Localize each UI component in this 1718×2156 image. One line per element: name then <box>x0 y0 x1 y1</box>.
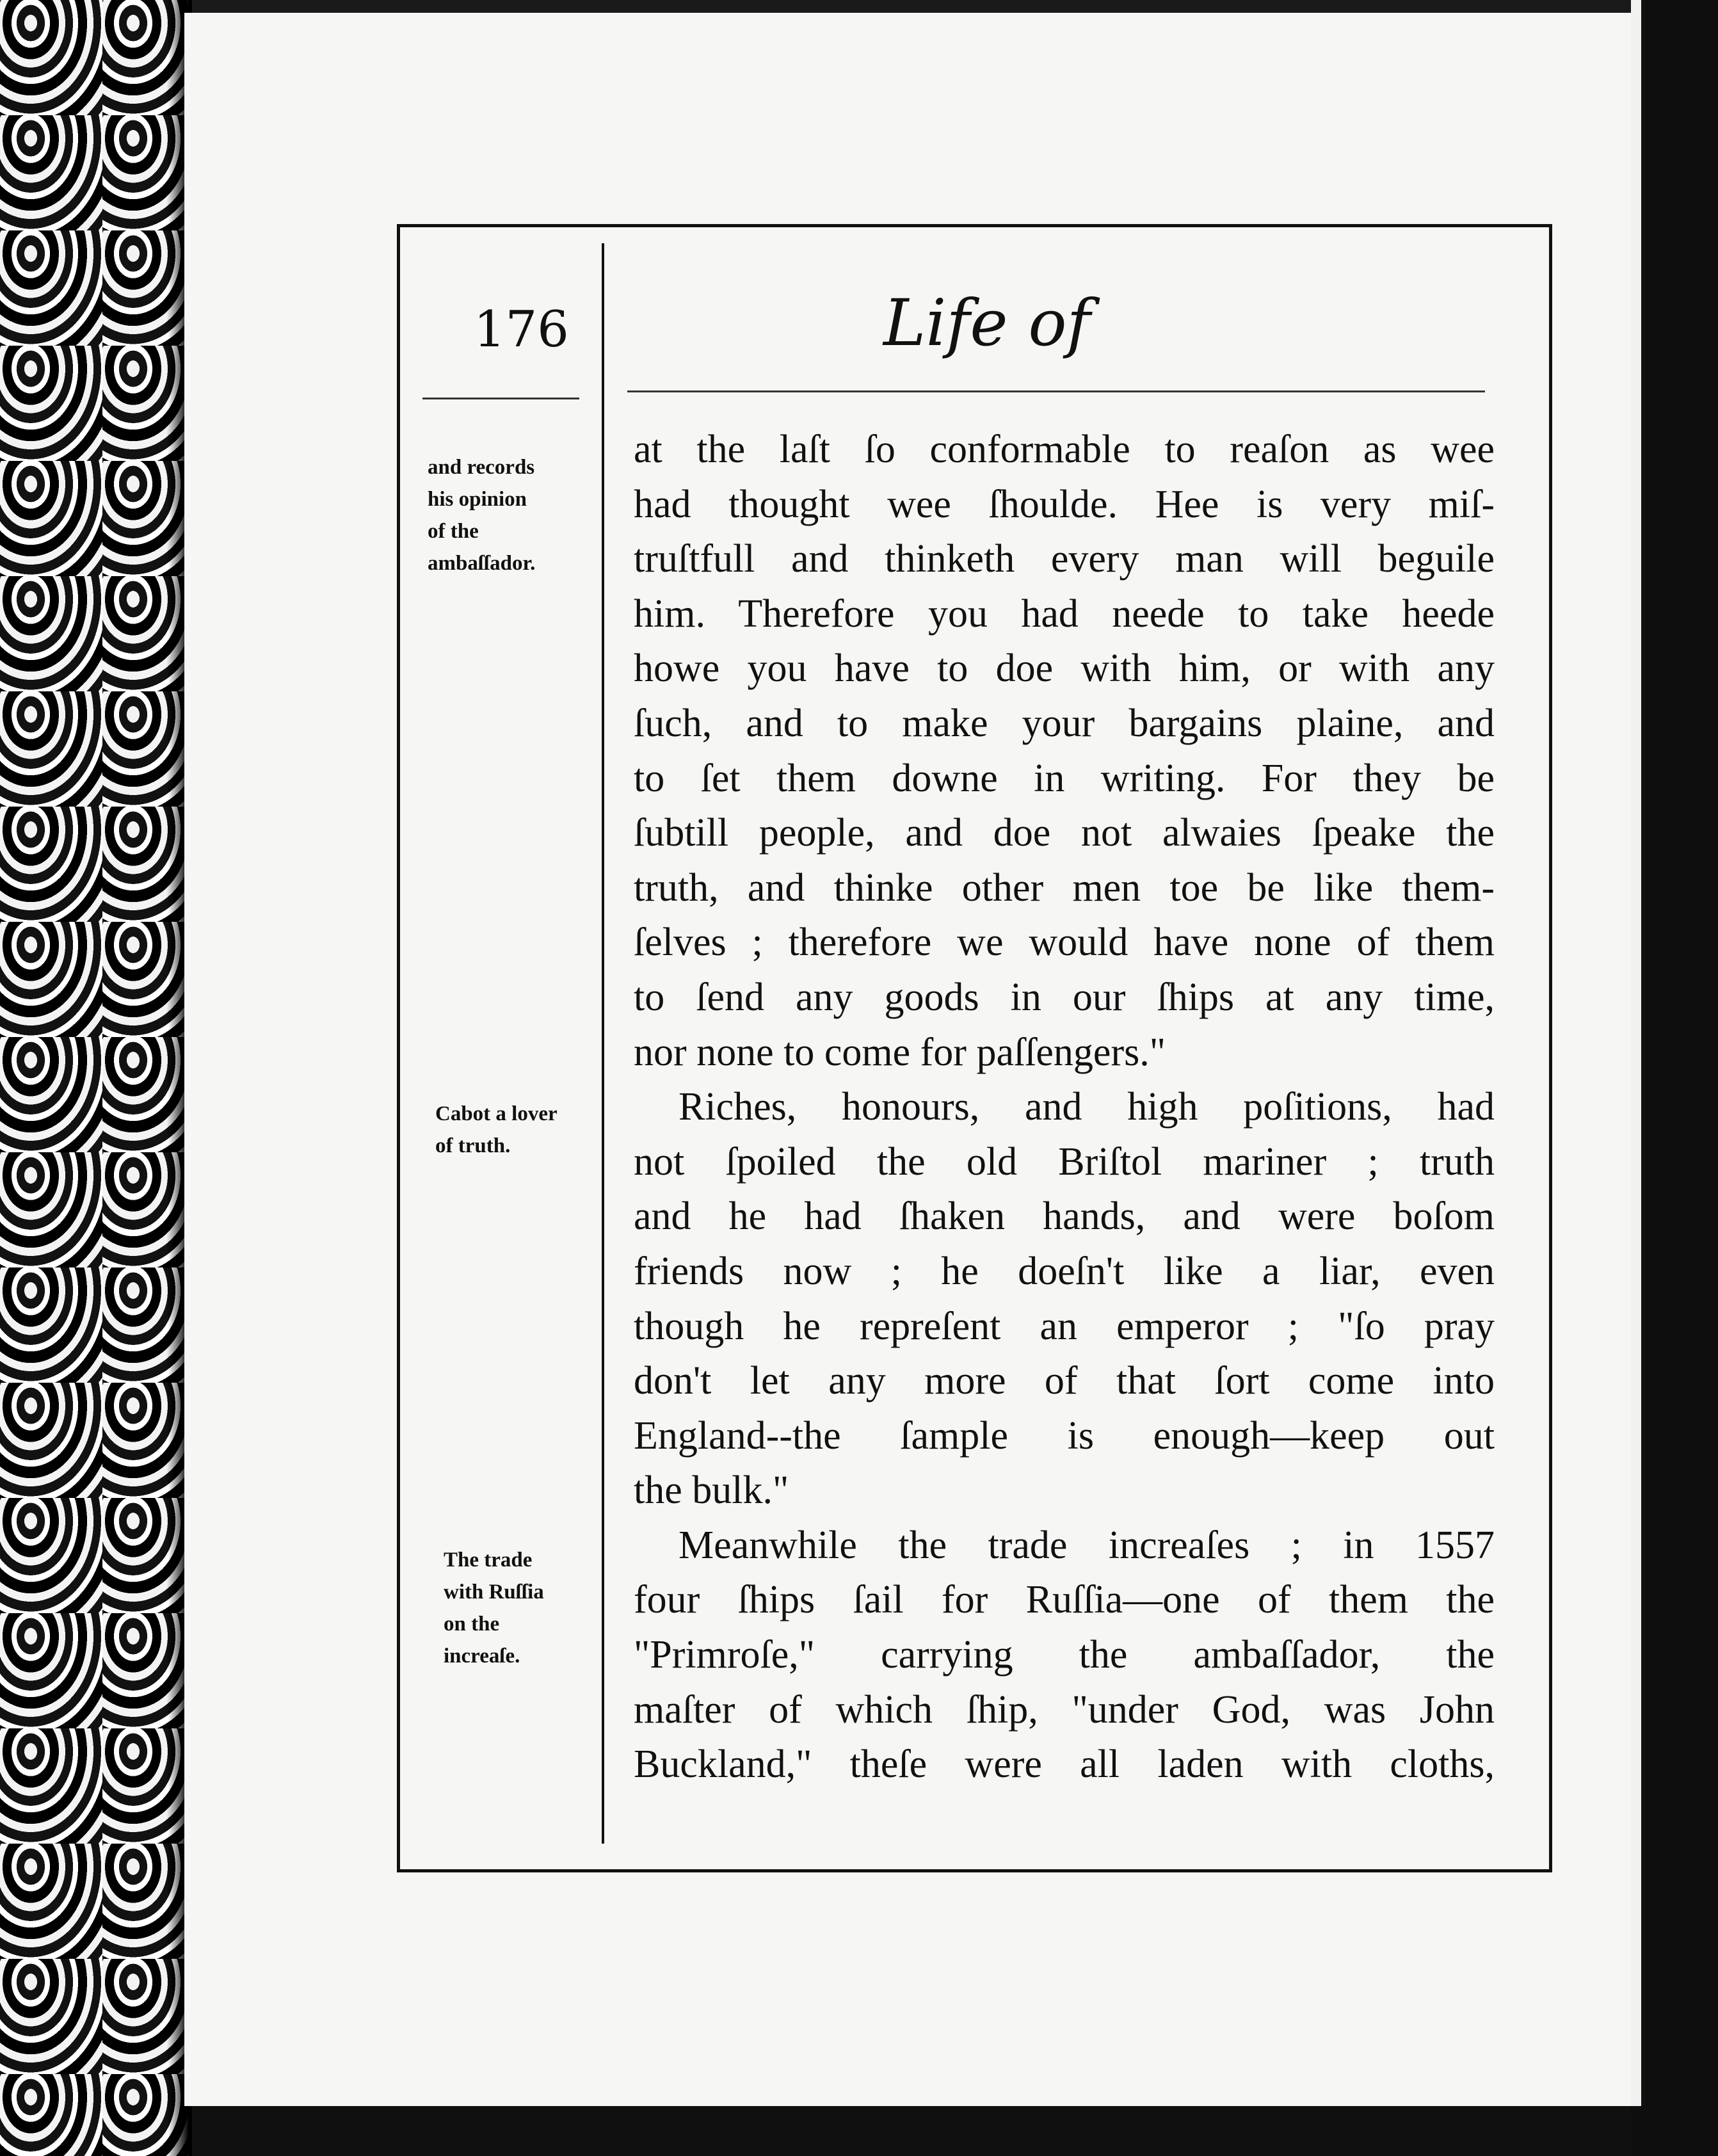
text-line: him. Therefore you had neede to take heede <box>634 591 1495 636</box>
text-line: four ſhips ſail for Ruſſia—one of them the <box>634 1578 1495 1622</box>
margin-note-line: on the <box>444 1613 500 1636</box>
text-line: truth, and thinke other men toe be like them- <box>634 865 1495 910</box>
text-line: maſter of which ſhip, "under God, was John <box>634 1687 1495 1732</box>
text-line: to ſet them downe in writing. For they be <box>634 756 1495 800</box>
text-line: ſubtill people, and doe not alwaies ſpeake the <box>634 811 1495 855</box>
text-line: "Primroſe," carrying the ambaſſador, the <box>634 1633 1495 1677</box>
margin-note-3 <box>444 1544 610 1672</box>
body-text <box>634 422 1495 1792</box>
text-line: nor none to come for paſſengers." <box>634 1030 1166 1074</box>
margin-note-1 <box>428 451 594 579</box>
text-line: don't let any more of that ſort come into <box>634 1359 1495 1403</box>
text-line: to ſend any goods in our ſhips at any time, <box>634 975 1495 1019</box>
page-bottom-edge <box>192 2106 1631 2156</box>
text-line: Meanwhile the trade increaſes ; in 1557 <box>678 1523 1495 1567</box>
margin-note-line: and records <box>428 456 535 479</box>
text-line: howe you have to doe with him, or with any <box>634 647 1495 691</box>
text-line: Buckland," theſe were all laden with cloths, <box>634 1742 1495 1787</box>
margin-note-line: The trade <box>444 1549 533 1572</box>
text-line: the bulk." <box>634 1468 789 1513</box>
text-line: truſtfull and thinketh every man will beguile <box>634 537 1495 581</box>
margin-note-line: ambaſſador. <box>428 552 536 575</box>
text-line: not ſpoiled the old Briſtol mariner ; truth <box>634 1139 1495 1184</box>
text-line: ſuch, and to make your bargains plaine, and <box>634 701 1495 745</box>
margin-note-2 <box>435 1098 602 1162</box>
text-line: England--the ſample is enough—keep out <box>634 1413 1495 1458</box>
margin-note-line: with Ruſſia <box>444 1581 544 1604</box>
margin-note-line: of the <box>428 520 479 543</box>
running-head: Life of <box>883 286 1091 360</box>
text-line: Riches, honours, and high poſitions, had <box>678 1085 1495 1129</box>
page-number: 176 <box>474 301 569 358</box>
page-fold <box>1631 0 1718 2156</box>
marbled-book-edge <box>0 0 192 2156</box>
text-line: friends now ; he doeſn't like a liar, even <box>634 1249 1495 1293</box>
margin-note-line: Cabot a lover <box>435 1102 558 1125</box>
text-line: at the laſt ſo conformable to reaſon as wee <box>634 428 1495 471</box>
margin-note-line: increaſe. <box>444 1645 520 1668</box>
header-rule-left <box>422 398 579 399</box>
margin-note-line: his opinion <box>428 488 527 511</box>
text-line: and he had ſhaken hands, and were boſom <box>634 1195 1495 1239</box>
text-line: ſelves ; therefore we would have none of them <box>634 921 1495 965</box>
margin-note-line: of truth. <box>435 1134 511 1157</box>
header-rule-right <box>627 390 1485 392</box>
text-line: though he repreſent an emperor ; "ſo pray <box>634 1304 1495 1348</box>
text-line: had thought wee ſhoulde. Hee is very miſ- <box>634 482 1495 526</box>
